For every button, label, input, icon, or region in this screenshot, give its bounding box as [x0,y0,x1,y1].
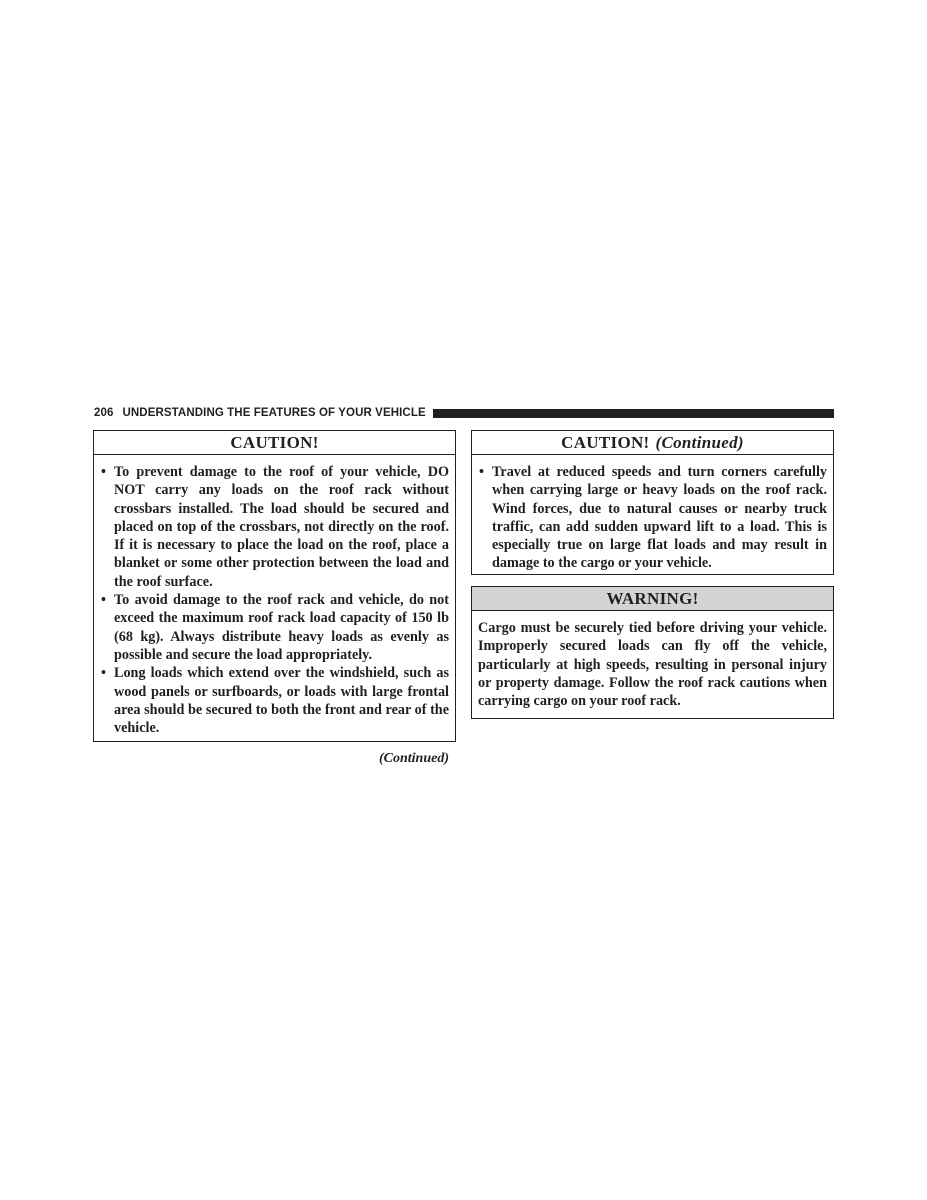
caution-list [100,463,449,737]
page-header [94,405,834,421]
page-number: 206 [94,407,114,419]
caution-continued-title [472,431,833,455]
caution-continued-list [478,463,827,573]
caution-body [94,455,455,743]
warning-text: Cargo must be securely tied before driving your vehicle. Improperly secured loads can fly off the vehicle, particularly at high speeds, resulting in personal injury or property damage. Follow the roof rack cautions when carrying cargo on your roof rack. [478,620,827,710]
caution-continued-suffix: (Continued) [655,433,744,452]
bullet-icon: • [101,665,106,682]
caution-bullet-text: Long loads which extend over the windshield, such as wood panels or surfboards, or loads with large frontal area should be secured to both the front and rear of the vehicle. [114,665,449,737]
warning-box [471,586,834,719]
caution-bullet-text: To avoid damage to the roof rack and vehicle, do not exceed the maximum roof rack load capacity of 150 lb (68 kg). Always distribute heavy loads as evenly as possible and secure the load appropriately. [114,592,449,663]
bullet-icon: • [479,464,484,480]
warning-title: WARNING! [472,587,833,611]
warning-body [472,611,833,716]
caution-box-right [471,430,834,575]
caution-continued-title-text: CAUTION! [561,433,650,452]
caution-bullet [478,463,827,573]
header-rule [433,409,834,418]
section-title: UNDERSTANDING THE FEATURES OF YOUR VEHICLE [122,407,426,419]
caution-bullet [100,463,449,591]
caution-bullet [100,591,449,664]
caution-bullet-text: Travel at reduced speeds and turn corners carefully when carrying large or heavy loads on the roof rack. Wind forces, due to natural causes or nearby truck traffic, can add sudden upward lift to a load. This is especially true on large flat loads and may result in damage to the cargo or your vehicle. [492,464,827,572]
bullet-icon: • [101,592,106,609]
bullet-icon: • [101,464,106,480]
continued-note: (Continued) [378,751,449,766]
caution-bullet [100,664,449,737]
caution-bullet-text: To prevent damage to the roof of your vehicle, DO NOT carry any loads on the roof rack without crossbars installed. The load should be secured and placed on top of the crossbars, not directly on the roof. If it is necessary to place the load on the roof, place a blanket or some other protection between the load and the roof surface. [114,464,449,590]
caution-title: CAUTION! [94,431,455,455]
caution-box-left [93,430,456,742]
caution-continued-body [472,455,833,579]
